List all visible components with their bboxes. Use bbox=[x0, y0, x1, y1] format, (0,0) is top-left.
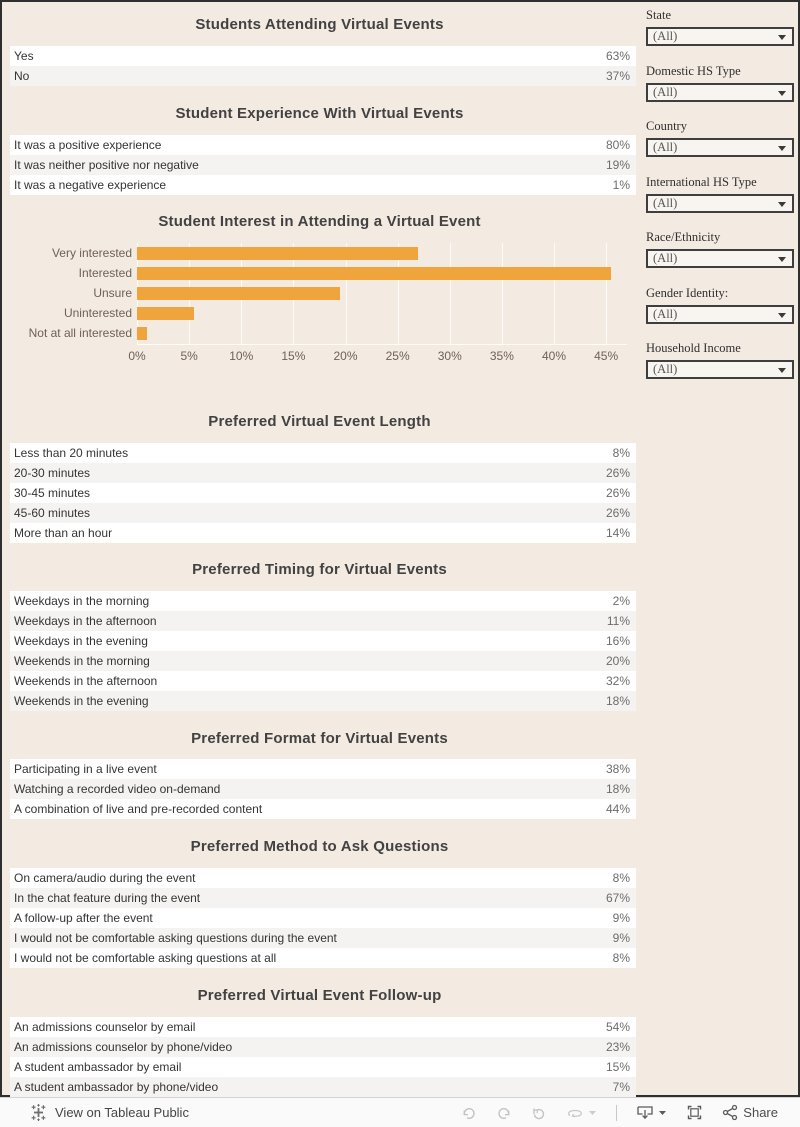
category-label: Unsure bbox=[93, 286, 132, 300]
row-value: 2% bbox=[612, 594, 630, 608]
row-value: 8% bbox=[612, 951, 630, 965]
axis-tick: 40% bbox=[542, 349, 567, 363]
download-icon bbox=[636, 1104, 654, 1121]
row-label: A student ambassador by phone/video bbox=[14, 1080, 219, 1094]
length-table bbox=[10, 443, 636, 543]
row-value: 8% bbox=[612, 871, 630, 885]
row-label: Participating in a live event bbox=[14, 762, 157, 776]
bar-interested[interactable] bbox=[137, 267, 611, 280]
caret-down-icon bbox=[778, 35, 786, 40]
section-title-followup: Preferred Virtual Event Follow-up bbox=[197, 987, 442, 1004]
table-row[interactable] bbox=[10, 908, 636, 928]
table-row[interactable] bbox=[10, 1077, 636, 1097]
share-label: Share bbox=[743, 1105, 778, 1120]
section-title-experience: Student Experience With Virtual Events bbox=[175, 105, 464, 122]
table-row[interactable] bbox=[10, 1057, 636, 1077]
table-row[interactable] bbox=[10, 1037, 636, 1057]
download-button[interactable] bbox=[636, 1104, 667, 1121]
category-label: Very interested bbox=[51, 246, 132, 260]
row-value: 26% bbox=[605, 486, 630, 500]
filter-country bbox=[646, 119, 794, 157]
row-label: An admissions counselor by phone/video bbox=[14, 1040, 233, 1054]
bar-unsure[interactable] bbox=[137, 287, 340, 300]
section-title-interest-chart: Student Interest in Attending a Virtual Event bbox=[158, 213, 481, 230]
bar-very-interested[interactable] bbox=[137, 247, 418, 260]
bar-uninterested[interactable] bbox=[137, 307, 194, 320]
row-value: 54% bbox=[605, 1020, 630, 1034]
household-income-filter-dropdown[interactable] bbox=[646, 360, 794, 379]
filter-label: Race/Ethnicity bbox=[646, 230, 721, 244]
questions-table bbox=[10, 868, 636, 968]
row-value: 38% bbox=[605, 762, 630, 776]
row-value: 63% bbox=[605, 49, 630, 63]
filter-label: Household Income bbox=[646, 341, 741, 355]
axis-tick: 35% bbox=[489, 349, 514, 363]
chart-plot bbox=[137, 243, 627, 345]
table-row[interactable] bbox=[10, 463, 636, 483]
axis-tick: 10% bbox=[229, 349, 254, 363]
row-label: A student ambassador by email bbox=[14, 1060, 182, 1074]
refresh-button[interactable] bbox=[566, 1105, 597, 1121]
table-row[interactable] bbox=[10, 135, 636, 155]
row-value: 14% bbox=[605, 526, 630, 540]
row-label: Weekdays in the morning bbox=[14, 594, 150, 608]
table-row[interactable] bbox=[10, 948, 636, 968]
share-icon bbox=[722, 1104, 739, 1121]
table-row[interactable] bbox=[10, 631, 636, 651]
row-label: A follow-up after the event bbox=[14, 911, 153, 925]
revert-button[interactable] bbox=[531, 1105, 547, 1121]
axis-tick: 5% bbox=[180, 349, 198, 363]
table-row[interactable] bbox=[10, 928, 636, 948]
dropdown-value: (All) bbox=[653, 307, 678, 321]
section-title-attending: Students Attending Virtual Events bbox=[195, 16, 444, 33]
table-row[interactable] bbox=[10, 759, 636, 779]
section-title-timing: Preferred Timing for Virtual Events bbox=[192, 561, 447, 578]
caret-down-icon bbox=[778, 257, 786, 262]
section-title-questions: Preferred Method to Ask Questions bbox=[190, 838, 449, 855]
domestic-hs-type-filter-dropdown[interactable] bbox=[646, 83, 794, 102]
row-value: 80% bbox=[605, 138, 630, 152]
filter-state bbox=[646, 8, 794, 46]
category-label: Not at all interested bbox=[28, 326, 132, 340]
caret-down-icon bbox=[778, 313, 786, 318]
table-row[interactable] bbox=[10, 483, 636, 503]
caret-down-icon bbox=[778, 146, 786, 151]
row-value: 44% bbox=[605, 802, 630, 816]
interest-bar-chart bbox=[10, 243, 627, 368]
caret-down-icon bbox=[778, 91, 786, 96]
row-value: 23% bbox=[605, 1040, 630, 1054]
redo-icon bbox=[496, 1105, 512, 1121]
row-label: An admissions counselor by email bbox=[14, 1020, 196, 1034]
row-label: Weekdays in the afternoon bbox=[14, 614, 157, 628]
toolbar-actions bbox=[461, 1098, 778, 1127]
row-label: Weekdays in the evening bbox=[14, 634, 148, 648]
dropdown-value: (All) bbox=[653, 29, 678, 43]
bar-not-at-all-interested[interactable] bbox=[137, 327, 147, 340]
filter-household-income bbox=[646, 341, 794, 379]
toolbar-divider bbox=[616, 1105, 617, 1121]
table-row[interactable] bbox=[10, 671, 636, 691]
row-value: 26% bbox=[605, 466, 630, 480]
dropdown-value: (All) bbox=[653, 196, 678, 210]
caret-down-icon bbox=[778, 202, 786, 207]
row-label: Weekends in the afternoon bbox=[14, 674, 158, 688]
axis-tick: 30% bbox=[437, 349, 462, 363]
filter-domestic-hs-type bbox=[646, 64, 794, 102]
dropdown-value: (All) bbox=[653, 251, 678, 265]
dropdown-value: (All) bbox=[653, 85, 678, 99]
redo-button[interactable] bbox=[496, 1105, 512, 1121]
row-label: In the chat feature during the event bbox=[14, 891, 201, 905]
gender-identity-filter-dropdown[interactable] bbox=[646, 305, 794, 324]
table-row[interactable] bbox=[10, 799, 636, 819]
view-on-tableau-public-link[interactable] bbox=[30, 1098, 189, 1127]
filter-label: Gender Identity: bbox=[646, 286, 729, 300]
row-value: 37% bbox=[605, 69, 630, 83]
row-label: Weekends in the morning bbox=[14, 654, 150, 668]
axis-tick: 15% bbox=[281, 349, 306, 363]
table-row[interactable] bbox=[10, 443, 636, 463]
dashboard-main-column bbox=[2, 2, 637, 1095]
row-value: 32% bbox=[605, 674, 630, 688]
chart-category-labels bbox=[10, 243, 132, 343]
undo-button[interactable] bbox=[461, 1105, 477, 1121]
state-filter-dropdown[interactable] bbox=[646, 27, 794, 46]
refresh-icon bbox=[566, 1105, 584, 1121]
row-label: 45-60 minutes bbox=[14, 506, 91, 520]
row-value: 26% bbox=[605, 506, 630, 520]
table-row[interactable] bbox=[10, 155, 636, 175]
table-row[interactable] bbox=[10, 779, 636, 799]
revert-icon bbox=[531, 1105, 547, 1121]
row-value: 18% bbox=[605, 694, 630, 708]
format-table bbox=[10, 759, 636, 819]
category-label: Interested bbox=[78, 266, 132, 280]
table-row[interactable] bbox=[10, 651, 636, 671]
table-row[interactable] bbox=[10, 611, 636, 631]
followup-table bbox=[10, 1017, 636, 1097]
axis-tick: 25% bbox=[385, 349, 410, 363]
fullscreen-button[interactable] bbox=[686, 1104, 703, 1121]
table-row[interactable] bbox=[10, 523, 636, 543]
timing-table bbox=[10, 591, 636, 711]
row-label: I would not be comfortable asking questions during the event bbox=[14, 931, 337, 945]
filter-label: International HS Type bbox=[646, 175, 757, 189]
undo-icon bbox=[461, 1105, 477, 1121]
tableau-logo-icon bbox=[30, 1104, 47, 1121]
table-row[interactable] bbox=[10, 1017, 636, 1037]
caret-down-icon bbox=[658, 1110, 667, 1116]
filter-label: Country bbox=[646, 119, 687, 133]
filter-gender-identity bbox=[646, 286, 794, 324]
dropdown-value: (All) bbox=[653, 362, 678, 376]
row-value: 7% bbox=[612, 1080, 630, 1094]
row-label: It was a negative experience bbox=[14, 178, 167, 192]
row-label: Watching a recorded video on-demand bbox=[14, 782, 221, 796]
caret-down-icon bbox=[588, 1110, 597, 1116]
axis-tick: 0% bbox=[128, 349, 146, 363]
axis-tick: 20% bbox=[333, 349, 358, 363]
row-value: 9% bbox=[612, 931, 630, 945]
row-value: 8% bbox=[612, 446, 630, 460]
international-hs-type-filter-dropdown[interactable] bbox=[646, 194, 794, 213]
row-value: 19% bbox=[605, 158, 630, 172]
filter-international-hs-type bbox=[646, 175, 794, 213]
row-label: On camera/audio during the event bbox=[14, 871, 196, 885]
section-title-length: Preferred Virtual Event Length bbox=[208, 413, 431, 430]
table-row[interactable] bbox=[10, 503, 636, 523]
table-row[interactable] bbox=[10, 868, 636, 888]
row-label: No bbox=[14, 69, 30, 83]
row-label: It was a positive experience bbox=[14, 138, 162, 152]
table-row[interactable] bbox=[10, 175, 636, 195]
row-label: A combination of live and pre-recorded content bbox=[14, 802, 263, 816]
country-filter-dropdown[interactable] bbox=[646, 138, 794, 157]
row-label: I would not be comfortable asking questions at all bbox=[14, 951, 277, 965]
filter-label: Domestic HS Type bbox=[646, 64, 741, 78]
row-value: 67% bbox=[605, 891, 630, 905]
row-label: Less than 20 minutes bbox=[14, 446, 129, 460]
table-row[interactable] bbox=[10, 66, 636, 86]
table-row[interactable] bbox=[10, 691, 636, 711]
row-value: 11% bbox=[606, 614, 630, 628]
row-label: 20-30 minutes bbox=[14, 466, 91, 480]
caret-down-icon bbox=[778, 368, 786, 373]
table-row[interactable] bbox=[10, 591, 636, 611]
race-ethnicity-filter-dropdown[interactable] bbox=[646, 249, 794, 268]
row-value: 1% bbox=[612, 178, 630, 192]
axis-tick: 45% bbox=[594, 349, 619, 363]
attending-table bbox=[10, 46, 636, 86]
table-row[interactable] bbox=[10, 888, 636, 908]
filters-sidebar bbox=[637, 2, 800, 1095]
row-value: 16% bbox=[605, 634, 630, 648]
experience-table bbox=[10, 135, 636, 195]
row-label: It was neither positive nor negative bbox=[14, 158, 199, 172]
category-label: Uninterested bbox=[63, 306, 132, 320]
filter-label: State bbox=[646, 8, 671, 22]
fullscreen-icon bbox=[686, 1104, 703, 1121]
tableau-toolbar bbox=[0, 1097, 800, 1127]
chart-x-axis bbox=[128, 349, 627, 365]
dropdown-value: (All) bbox=[653, 140, 678, 154]
row-label: Yes bbox=[14, 49, 34, 63]
table-row[interactable] bbox=[10, 46, 636, 66]
row-value: 15% bbox=[605, 1060, 630, 1074]
row-value: 9% bbox=[612, 911, 630, 925]
row-value: 20% bbox=[605, 654, 630, 668]
row-label: More than an hour bbox=[14, 526, 113, 540]
row-label: Weekends in the evening bbox=[14, 694, 149, 708]
filter-race-ethnicity bbox=[646, 230, 794, 268]
section-title-format: Preferred Format for Virtual Events bbox=[191, 730, 448, 747]
row-value: 18% bbox=[605, 782, 630, 796]
share-button[interactable] bbox=[722, 1104, 778, 1121]
view-on-tableau-public-label: View on Tableau Public bbox=[55, 1105, 189, 1120]
row-label: 30-45 minutes bbox=[14, 486, 91, 500]
